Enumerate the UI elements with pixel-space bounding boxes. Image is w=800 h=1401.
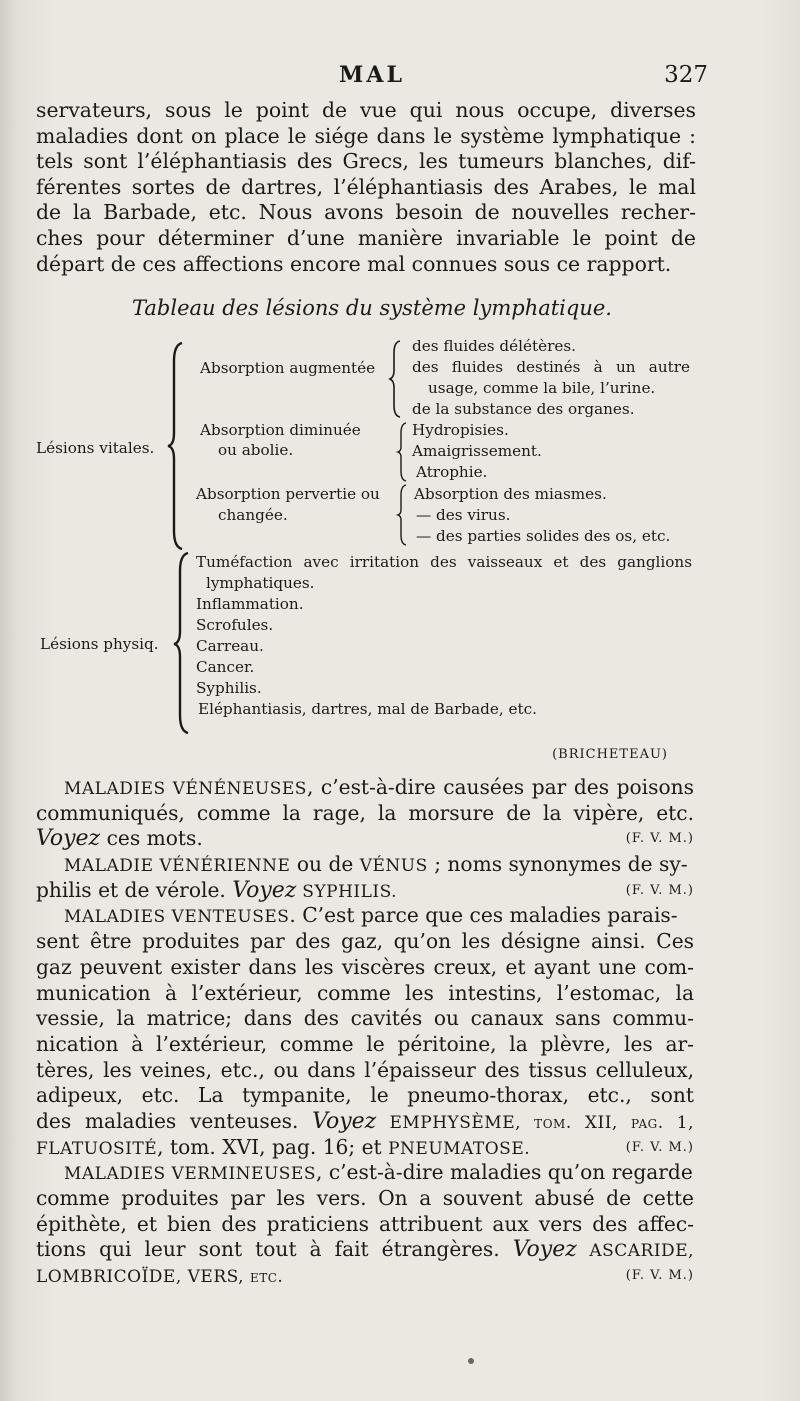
entries [36, 775, 694, 1289]
item: lymphatiques. [206, 574, 315, 592]
voyez: Voyez [232, 877, 297, 903]
item: Tuméfaction avec irritation des vaisseaux et des ganglions [196, 553, 692, 571]
entry-text: , tom. XVI, pag. 16; et [157, 1134, 389, 1159]
item: Scrofules. [196, 616, 274, 634]
brace-pervertie [396, 483, 410, 547]
signature: (BRICHETEAU) [552, 747, 668, 762]
group-pervertie: Absorption pervertie ou [196, 485, 380, 503]
entry-venteuses [36, 903, 694, 929]
text-line [36, 1263, 694, 1289]
entry-text: EMPHYSÈME, tom. XII, pag. 1, [376, 1112, 694, 1133]
entry-text: PNEUMATOSE. [388, 1138, 531, 1159]
entry-text: ces mots. [100, 826, 203, 851]
item: Absorption des miasmes. [414, 485, 607, 503]
reference: (F. V. M.) [625, 1139, 694, 1155]
entry-text: ou de [290, 852, 360, 877]
running-header [36, 62, 708, 92]
item: Syphilis. [196, 679, 262, 697]
table-caption: Tableau des lésions du système lymphatique. [132, 296, 612, 320]
text-line: adipeux, etc. La tympanite, le pneumo-thorax, etc., sont [36, 1083, 694, 1108]
reference: (F. V. M.) [625, 831, 694, 847]
running-title: MAL [339, 62, 405, 88]
entry-text: ; noms synonymes de sy- [427, 852, 688, 877]
entry-head: MALADIES VERMINEUSES [64, 1164, 316, 1185]
text-line: vessie, la matrice; dans des cavités ou canaux sans commu- [36, 1006, 694, 1031]
entry-text: des maladies venteuses. [36, 1108, 313, 1133]
text-line: départ de ces affections encore mal connues sous ce rapport. [36, 251, 672, 276]
entry-text: SYPHILIS. [296, 881, 398, 902]
text-line: comme produites par les vers. On a souvent abusé de cette [36, 1186, 694, 1210]
text-line: munication à l’extérieur, comme les intestins, l’estomac, la [36, 980, 694, 1005]
text-line: ches pour déterminer d’une manière invariable le point de [36, 225, 696, 250]
entry-veneneuses [36, 775, 694, 801]
group-pervertie-2: changée. [218, 506, 288, 524]
text-line [36, 1109, 694, 1135]
brace-vital [166, 341, 186, 551]
item: Hydropisies. [412, 421, 509, 439]
item: de la substance des organes. [412, 400, 635, 418]
entry-text: tions qui leur sont tout à fait étrangères. [36, 1237, 513, 1262]
entry-text: , c’est-à-dire causées par des poisons [306, 775, 694, 799]
physical-label: Lésions physiq. [40, 635, 159, 653]
entry-text: , c’est-à-dire maladies qu’on regarde [315, 1160, 693, 1185]
item: Atrophie. [416, 463, 488, 481]
entry-text: philis et de vérole. [36, 877, 233, 902]
item: Amaigrissement. [412, 442, 542, 460]
text-line: communiqués, comme la rage, la morsure de la vipère, etc. [36, 800, 694, 825]
brace-physical [172, 551, 192, 735]
item: des fluides délétères. [412, 337, 576, 355]
brace-diminuee [396, 421, 410, 483]
entry-text: LOMBRICOÏDE, VERS, etc. [36, 1267, 284, 1288]
printer-mark [468, 1358, 474, 1364]
entry-text: VÉNUS [359, 856, 428, 877]
lesions-table [36, 335, 716, 762]
reference: (F. V. M.) [625, 882, 694, 898]
text-line: tels sont l’éléphantiasis des Grecs, les tumeurs blanches, dif- [36, 149, 696, 174]
text-line [36, 826, 694, 852]
item: usage, comme la bile, l’urine. [428, 379, 656, 397]
intro-paragraph [36, 98, 696, 277]
item: — des parties solides des os, etc. [416, 527, 671, 545]
brace-augmentee [388, 339, 404, 419]
item: Carreau. [196, 637, 264, 655]
reference: (F. V. M.) [625, 1268, 694, 1284]
item: Eléphantiasis, dartres, mal de Barbade, etc. [198, 700, 537, 718]
group-augmentee: Absorption augmentée [200, 359, 376, 377]
text-line: de la Barbade, etc. Nous avons besoin de nouvelles recher- [36, 200, 696, 225]
text-line: sent être produites par des gaz, qu’on les désigne ainsi. Ces [36, 929, 694, 954]
text-line: maladies dont on place le siége dans le système lymphatique : [36, 123, 696, 148]
text-line [36, 1135, 694, 1161]
text-line: férentes sortes de dartres, l’éléphantiasis des Arabes, le mal [36, 174, 696, 199]
entry-vermineuses [36, 1160, 694, 1186]
text-line [36, 878, 694, 904]
entry-text: FLATUOSITÉ [36, 1138, 158, 1159]
voyez: Voyez [512, 1237, 577, 1263]
text-line [36, 1237, 694, 1263]
entry-text: ASCARIDE, [576, 1241, 695, 1262]
item: — des virus. [416, 506, 511, 524]
entry-text: . C’est parce que ces maladies parais- [289, 903, 678, 928]
entry-head: MALADIES VÉNÉNEUSES [64, 779, 307, 799]
text-line: gaz peuvent exister dans les viscères creux, et ayant une com- [36, 954, 694, 979]
text-line: épithète, et bien des praticiens attribuent aux vers des affec- [36, 1211, 694, 1236]
voyez: Voyez [312, 1108, 377, 1134]
group-diminuee: Absorption diminuée [200, 421, 361, 439]
text-line: tères, les veines, etc., ou dans l’épaisseur des tissus celluleux, [36, 1057, 694, 1082]
group-diminuee-2: ou abolie. [218, 441, 294, 459]
vital-label: Lésions vitales. [36, 439, 155, 457]
entry-venerienne [36, 852, 694, 878]
voyez: Voyez [36, 826, 101, 852]
text-line: servateurs, sous le point de vue qui nous occupe, diverses [36, 98, 696, 122]
text-line: nication à l’extérieur, comme le péritoine, la plèvre, les ar- [36, 1031, 694, 1056]
item: des fluides destinés à un autre [412, 358, 690, 376]
item: Cancer. [196, 658, 255, 676]
entry-head: MALADIE VÉNÉRIENNE [64, 856, 291, 877]
item: Inflammation. [196, 595, 304, 613]
page-number: 327 [664, 62, 708, 88]
entry-head: MALADIES VENTEUSES [64, 907, 290, 928]
